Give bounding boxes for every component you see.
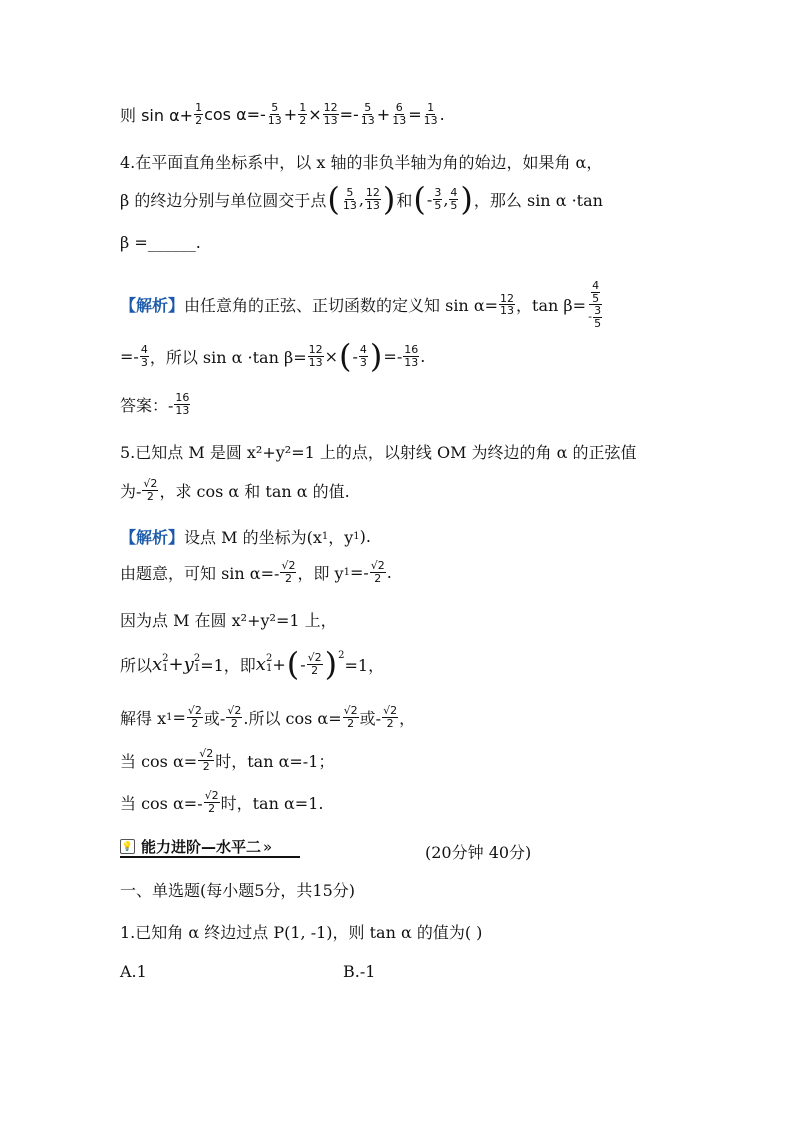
denominator: 5 xyxy=(592,291,600,305)
text: , xyxy=(358,189,364,209)
solution-5-line-6 xyxy=(120,748,334,772)
text: 或- xyxy=(203,708,226,728)
fraction xyxy=(343,705,359,729)
variable: x xyxy=(255,653,266,675)
text: ，那么 sin α ·tan xyxy=(473,190,603,210)
subscript: 1 xyxy=(343,566,350,578)
fraction xyxy=(142,478,158,502)
denominator: 5 xyxy=(434,198,442,212)
part-1-title xyxy=(120,878,355,901)
text: =- xyxy=(120,346,139,366)
compound-fraction xyxy=(587,280,604,329)
sup-sub: 2 1 xyxy=(265,653,273,674)
fraction xyxy=(226,705,242,729)
fraction xyxy=(593,305,602,329)
numerator xyxy=(589,280,602,305)
analysis-tag: 【解析】 xyxy=(120,528,185,547)
text: 因为点 M 在圆 x²+y²=1 上， xyxy=(120,611,337,630)
numerator: √2 xyxy=(227,704,242,717)
numerator: 16 xyxy=(404,342,419,356)
numerator: √2 xyxy=(281,559,296,572)
text: 4.在平面直角坐标系中，以 x 轴的非负半轴为角的始边，如果角 α， xyxy=(120,153,603,172)
numerator: 16 xyxy=(175,391,190,404)
fraction xyxy=(194,102,203,126)
text: 由任意角的正弦、正切函数的定义知 sin α= xyxy=(184,296,499,316)
left-paren: ( xyxy=(339,337,352,375)
denominator: 2 xyxy=(230,716,238,730)
text: - xyxy=(426,189,433,209)
fraction xyxy=(198,748,214,772)
solution-5-line-5 xyxy=(120,705,415,729)
denominator: 2 xyxy=(299,113,307,127)
solution-5-line-2 xyxy=(120,560,392,584)
fraction xyxy=(433,187,442,211)
lightbulb-icon: 💡 xyxy=(120,839,135,854)
numerator: 12 xyxy=(323,101,338,114)
fraction xyxy=(382,705,398,729)
denominator: 13 xyxy=(404,355,419,369)
text: β =______. xyxy=(120,233,201,252)
text: ，求 cos α 和 tan α 的值. xyxy=(159,481,350,501)
sup-sub: 2 1 xyxy=(162,653,169,674)
text: β 的终边分别与单位圆交于点 xyxy=(120,190,327,210)
text: - xyxy=(300,654,306,674)
numerator: √2 xyxy=(143,477,158,490)
numerator: 1 xyxy=(195,101,203,114)
question-4-line-1 xyxy=(120,150,602,173)
right-paren: ) xyxy=(369,337,383,375)
fraction xyxy=(499,293,515,317)
fraction xyxy=(280,560,296,584)
text: cos α=- xyxy=(204,104,266,124)
text: =1，即 xyxy=(200,655,256,675)
option-text: B.-1 xyxy=(343,962,376,981)
denominator: 13 xyxy=(342,198,357,212)
superscript: 2 xyxy=(338,650,345,661)
denominator: 13 xyxy=(175,403,190,417)
fraction xyxy=(391,102,407,126)
question-4-line-3 xyxy=(120,233,201,252)
denominator: 2 xyxy=(191,716,199,730)
option-b xyxy=(343,962,375,981)
denominator: 5 xyxy=(450,198,458,212)
text: ， xyxy=(399,708,416,728)
numerator: 4 xyxy=(592,279,600,292)
right-paren: ) xyxy=(460,180,473,218)
text: =- xyxy=(339,104,359,124)
sup-sub: 2 1 xyxy=(193,653,201,674)
subscript: 1 xyxy=(166,711,173,723)
solution-4-line-2 xyxy=(120,337,426,375)
numerator: 12 xyxy=(365,185,380,199)
text: . xyxy=(439,104,445,124)
numerator: √2 xyxy=(383,704,398,717)
numerator: √2 xyxy=(199,747,214,760)
subscript: 1 xyxy=(353,531,360,542)
numerator: √2 xyxy=(204,789,219,802)
text: ，即 y xyxy=(297,563,344,583)
option-a xyxy=(120,962,147,981)
solution-5-line-1 xyxy=(120,525,371,548)
text: 和 xyxy=(396,190,413,210)
text: 时，tan α=1. xyxy=(220,793,324,813)
text: =- xyxy=(383,346,403,366)
text: 为- xyxy=(120,481,142,501)
fraction xyxy=(359,344,368,368)
fraction xyxy=(370,560,386,584)
fraction xyxy=(174,392,190,416)
option-text: A.1 xyxy=(120,962,147,981)
denominator: 2 xyxy=(374,571,382,585)
text: 则 sin α+ xyxy=(120,105,194,125)
denominator: 13 xyxy=(500,304,515,318)
fraction xyxy=(423,102,439,126)
question-5-line-1 xyxy=(120,440,637,463)
text: 由题意，可知 sin α=- xyxy=(120,563,280,583)
text: 解得 x xyxy=(120,708,167,728)
section-underline xyxy=(120,856,300,858)
fraction xyxy=(449,187,458,211)
denominator: 13 xyxy=(267,113,282,127)
numerator: 1 xyxy=(299,101,307,114)
fraction xyxy=(307,652,323,676)
fraction xyxy=(187,705,203,729)
fraction xyxy=(323,102,339,126)
text: ，tan β= xyxy=(516,296,587,316)
denominator: 2 xyxy=(311,663,319,677)
numerator: √2 xyxy=(187,704,202,717)
denominator: 2 xyxy=(146,489,154,503)
denominator: 2 xyxy=(284,571,292,585)
numerator: 3 xyxy=(594,304,602,318)
variable: x xyxy=(152,653,163,675)
text: 当 cos α= xyxy=(120,751,198,771)
fraction xyxy=(403,344,419,368)
solution-line-1 xyxy=(120,102,445,126)
analysis-tag: 【解析】 xyxy=(120,296,185,316)
text: = xyxy=(172,707,186,727)
text: 当 cos α=- xyxy=(120,793,203,813)
text: 设点 M 的坐标为(x xyxy=(184,528,322,547)
numerator: 1 xyxy=(427,101,435,114)
fraction xyxy=(298,102,307,126)
denominator: 13 xyxy=(423,113,438,127)
time-score: (20分钟 40分) xyxy=(425,843,532,862)
section-header xyxy=(120,836,272,857)
question-4-line-2 xyxy=(120,180,603,218)
denominator: 3 xyxy=(359,355,367,369)
denominator: 2 xyxy=(208,801,216,815)
denominator: 13 xyxy=(365,198,380,212)
right-paren: ) xyxy=(324,645,338,683)
fraction xyxy=(365,187,381,211)
double-arrow-icon: » xyxy=(263,837,273,856)
solution-5-line-7 xyxy=(120,790,323,814)
variable: +y xyxy=(168,653,194,675)
text: 一、单选题(每小题5分，共15分) xyxy=(120,881,356,900)
denominator: 13 xyxy=(392,113,407,127)
text: - xyxy=(352,346,358,366)
text: 时，tan α=-1； xyxy=(215,751,335,771)
denominator: 13 xyxy=(308,355,323,369)
right-paren: ) xyxy=(382,180,396,218)
denominator: 2 xyxy=(386,716,394,730)
numerator: 3 xyxy=(434,185,442,199)
text: ). xyxy=(359,527,371,546)
numerator: 4 xyxy=(450,185,458,199)
text: =- xyxy=(349,562,369,582)
denominator: 2 xyxy=(195,113,203,127)
text: = xyxy=(408,104,422,124)
denominator: 13 xyxy=(323,113,338,127)
text: 所以 xyxy=(120,655,153,675)
text: × xyxy=(308,104,322,124)
text: ，y xyxy=(328,528,354,547)
text: . xyxy=(420,346,426,366)
text: 或- xyxy=(359,708,382,728)
left-paren: ( xyxy=(413,180,426,218)
denominator: - $\frac{3}{5}$ xyxy=(588,304,602,330)
left-paren: ( xyxy=(286,645,300,683)
numerator: √2 xyxy=(307,650,322,664)
denominator: 3 xyxy=(140,355,148,369)
fraction xyxy=(140,344,149,368)
numerator: 5 xyxy=(346,185,354,199)
question-1 xyxy=(120,920,482,943)
solution-5-line-4 xyxy=(120,645,385,683)
text: 1.已知角 α 终边过点 P(1, -1)，则 tan α 的值为( ) xyxy=(120,923,483,942)
text: 5.已知点 M 是圆 x²+y²=1 上的点，以射线 OM 为终边的角 α 的正弦值 xyxy=(120,443,637,462)
numerator: 5 xyxy=(364,101,372,114)
numerator: √2 xyxy=(343,704,358,717)
text: .所以 cos α= xyxy=(243,708,342,728)
text: , xyxy=(443,189,449,209)
numerator: 12 xyxy=(500,291,515,305)
solution-4-line-1 xyxy=(120,280,605,329)
solution-5-line-3 xyxy=(120,608,337,631)
denominator: 2 xyxy=(202,759,210,773)
numerator: √2 xyxy=(370,559,385,572)
question-5-line-2 xyxy=(120,478,350,502)
denominator: 5 xyxy=(594,316,602,330)
answer-4 xyxy=(120,392,191,416)
fraction xyxy=(308,344,324,368)
fraction xyxy=(591,280,600,304)
answer-label: 答案：- xyxy=(120,395,174,415)
numerator: 6 xyxy=(395,101,403,114)
text: . xyxy=(386,562,392,582)
text: + xyxy=(376,104,391,124)
fraction xyxy=(360,102,376,126)
text: + xyxy=(283,104,298,124)
fraction xyxy=(342,187,358,211)
numerator: 12 xyxy=(308,342,323,356)
fraction xyxy=(267,102,283,126)
left-paren: ( xyxy=(327,180,340,218)
text: =1， xyxy=(344,655,385,675)
denominator: 2 xyxy=(347,716,355,730)
text: + xyxy=(272,654,286,674)
text: ，所以 sin α ·tan β= xyxy=(149,347,307,367)
numerator: 4 xyxy=(140,342,148,356)
denominator: 13 xyxy=(360,113,375,127)
numerator: 4 xyxy=(359,342,367,356)
fraction xyxy=(204,790,220,814)
text: × xyxy=(324,346,339,366)
subscript: 1 xyxy=(321,531,329,542)
section-title: 能力进阶—水平二 xyxy=(141,838,262,856)
numerator: 5 xyxy=(271,101,279,114)
